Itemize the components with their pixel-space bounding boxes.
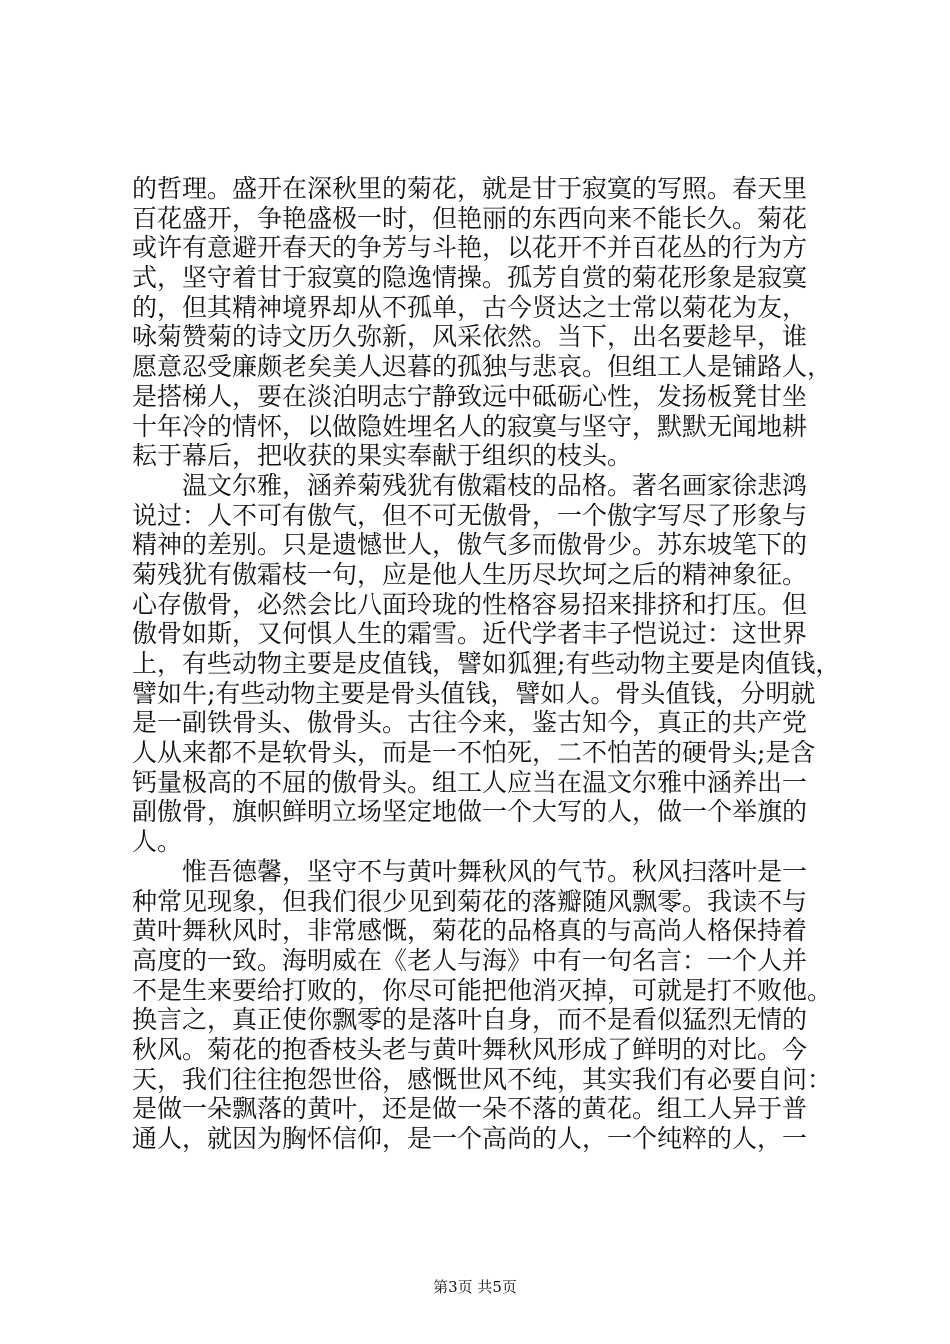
text-line: 上，有些动物主要是皮值钱，譬如狐狸;有些动物主要是肉值钱， <box>132 649 841 678</box>
text-line: 百花盛开，争艳盛极一时，但艳丽的东西向来不能长久。菊花 <box>132 203 808 233</box>
body-text <box>132 174 841 1154</box>
text-line: 或许有意避开春天的争芳与斗艳，以花开不并百花丛的行为方 <box>132 233 808 263</box>
text-line: 的哲理。盛开在深秋里的菊花，就是甘于寂寞的写照。春天里 <box>132 174 808 203</box>
text-line: 傲骨如斯，又何惧人生的霜雪。近代学者丰子恺说过：这世界 <box>132 619 808 649</box>
text-line: 人。 <box>132 827 183 857</box>
text-line: 譬如牛;有些动物主要是骨头值钱，譬如人。骨头值钱，分明就 <box>132 678 816 708</box>
text-line: 钙量极高的不屈的傲骨头。组工人应当在温文尔雅中涵养出一 <box>132 767 808 797</box>
text-line: 天，我们往往抱怨世俗，感慨世风不纯，其实我们有必要自问： <box>132 1064 833 1094</box>
text-line: 十年冷的情怀，以做隐姓埋名人的寂寞与坚守，默默无闻地耕 <box>132 411 808 441</box>
text-line: 愿意忍受廉颇老矣美人迟暮的孤独与悲哀。但组工人是铺路人， <box>132 352 833 382</box>
page-number-footer: 第3页 共5页 <box>433 1278 517 1296</box>
text-line: 是搭梯人，要在淡泊明志宁静致远中砥砺心性，发扬板凳甘坐 <box>132 381 808 411</box>
text-line: 温文尔雅，涵养菊残犹有傲霜枝的品格。著名画家徐悲鸿 <box>132 470 808 500</box>
text-line: 说过：人不可有傲气，但不可无傲骨，一个傲字写尽了形象与 <box>132 500 808 530</box>
text-line: 耘于幕后，把收获的果实奉献于组织的枝头。 <box>132 441 633 471</box>
text-line: 式，坚守着甘于寂寞的隐逸情操。孤芳自赏的菊花形象是寂寞 <box>132 263 808 293</box>
text-line: 高度的一致。海明威在《老人与海》中有一句名言：一个人并 <box>132 945 808 975</box>
text-line: 惟吾德馨，坚守不与黄叶舞秋风的气节。秋风扫落叶是一 <box>132 856 808 886</box>
text-line: 黄叶舞秋风时，非常感慨，菊花的品格真的与高尚人格保持着 <box>132 916 808 946</box>
text-line: 通人，就因为胸怀信仰，是一个高尚的人，一个纯粹的人，一 <box>132 1124 808 1153</box>
text-line: 种常见现象，但我们很少见到菊花的落瓣随风飘零。我读不与 <box>132 886 808 916</box>
text-line: 不是生来要给打败的，你尽可能把他消灭掉，可就是打不败他。 <box>132 975 833 1005</box>
text-line: 精神的差别。只是遗憾世人，傲气多而傲骨少。苏东坡笔下的 <box>132 530 808 560</box>
text-line: 秋风。菊花的抱香枝头老与黄叶舞秋风形成了鲜明的对比。今 <box>132 1034 808 1064</box>
text-line: 是做一朵飘落的黄叶，还是做一朵不落的黄花。组工人异于普 <box>132 1094 808 1124</box>
text-line: 人从来都不是软骨头，而是一不怕死，二不怕苦的硬骨头;是含 <box>132 738 816 768</box>
text-line: 菊残犹有傲霜枝一句，应是他人生历尽坎坷之后的精神象征。 <box>132 559 808 589</box>
text-line: 的，但其精神境界却从不孤单，古今贤达之士常以菊花为友， <box>132 292 808 322</box>
text-line: 换言之，真正使你飘零的是落叶自身，而不是看似猛烈无情的 <box>132 1005 808 1035</box>
text-line: 是一副铁骨头、傲骨头。古往今来，鉴古知今，真正的共产党 <box>132 708 808 738</box>
text-line: 咏菊赞菊的诗文历久弥新，风采依然。当下，出名要趁早，谁 <box>132 322 808 352</box>
text-line: 心存傲骨，必然会比八面玲珑的性格容易招来排挤和打压。但 <box>132 589 808 619</box>
text-line: 副傲骨，旗帜鲜明立场坚定地做一个大写的人，做一个举旗的 <box>132 797 808 827</box>
